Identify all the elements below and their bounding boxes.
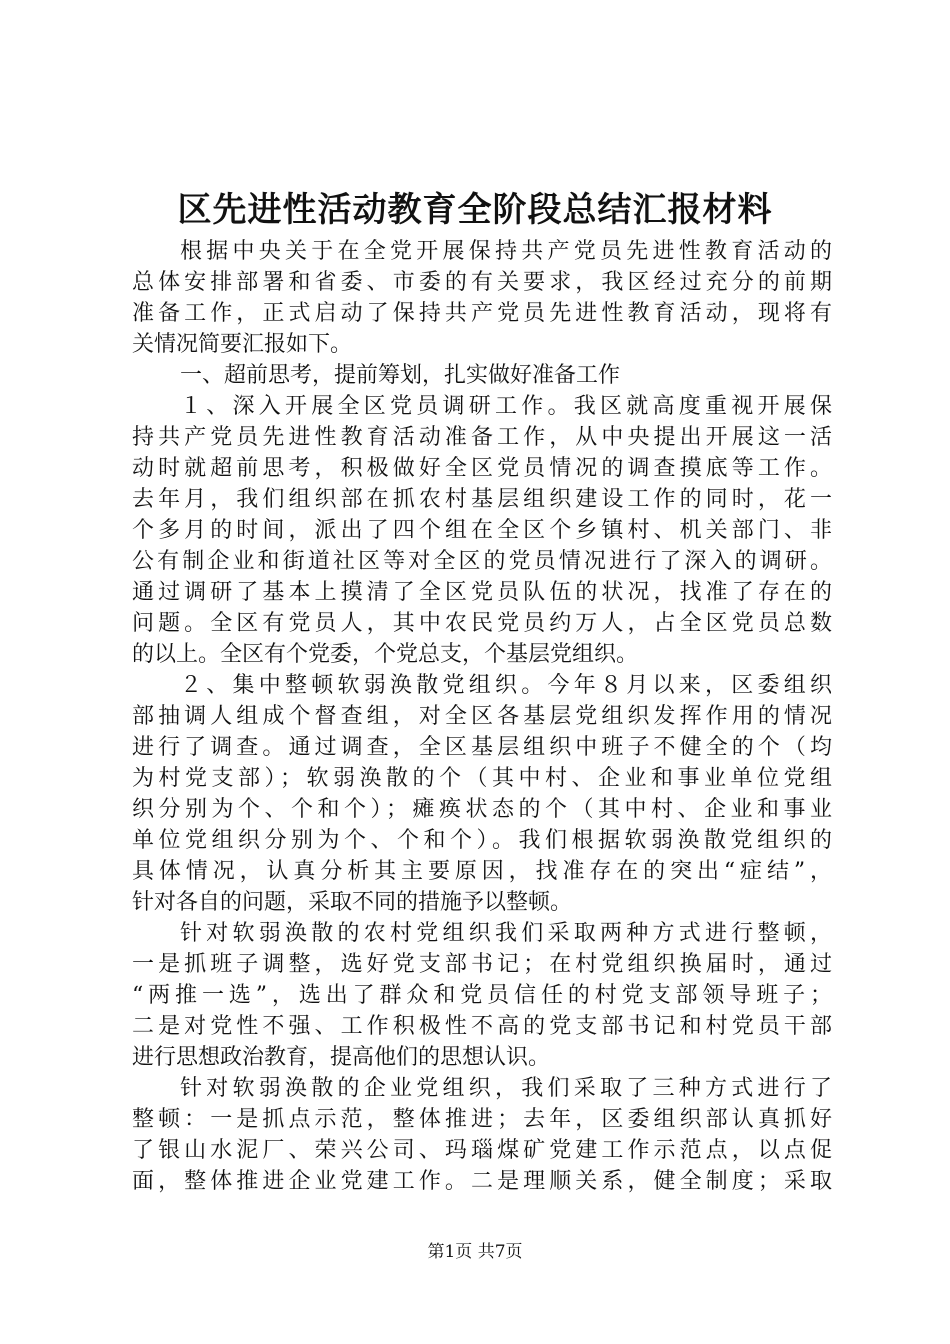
text-line: 准备工作，正式启动了保持共产党员先进性教育活动，现将有 [132, 301, 832, 326]
text-line: “两推一选”，选出了群众和党员信任的村党支部领导班子； [132, 983, 832, 1008]
text-line: 织分别为个、个和个）；瘫痪状态的个（其中村、企业和事业 [132, 797, 832, 822]
text-line: 二是对党性不强、工作积极性不高的党支部书记和村党员干部 [132, 1014, 832, 1039]
text-line: 个多月的时间，派出了四个组在全区个乡镇村、机关部门、非 [132, 518, 832, 543]
text-line: 通过调研了基本上摸清了全区党员队伍的状况，找准了存在的 [132, 580, 832, 605]
text-line: 了银山水泥厂、荣兴公司、玛瑙煤矿党建工作示范点，以点促 [132, 1138, 832, 1163]
text-line: 针对各自的问题，采取不同的措施予以整顿。 [132, 890, 573, 915]
text-line: 进行了调查。通过调查，全区基层组织中班子不健全的个（均 [132, 735, 832, 760]
text-line: 动时就超前思考，积极做好全区党员情况的调查摸底等工作。 [132, 456, 832, 481]
text-line: 部抽调人组成个督查组，对全区各基层党组织发挥作用的情况 [132, 704, 832, 729]
text-line: 公有制企业和街道社区等对全区的党员情况进行了深入的调研。 [132, 549, 832, 574]
page-footer: 第1页 共7页 [427, 1242, 523, 1262]
text-line: 进行思想政治教育，提高他们的思想认识。 [132, 1045, 551, 1070]
document-body [132, 236, 832, 1197]
text-line: 一、超前思考，提前筹划，扎实做好准备工作 [180, 363, 621, 388]
text-line: 面，整体推进企业党建工作。二是理顺关系，健全制度；采取 [132, 1169, 832, 1194]
text-line: 针对软弱涣散的农村党组织我们采取两种方式进行整顿， [180, 921, 832, 946]
text-line: 为村党支部）；软弱涣散的个（其中村、企业和事业单位党组 [132, 766, 832, 791]
text-line: 根据中央关于在全党开展保持共产党员先进性教育活动的 [180, 239, 832, 264]
text-line: 持共产党员先进性教育活动准备工作，从中央提出开展这一活 [132, 425, 832, 450]
text-line: 问题。全区有党员人，其中农民党员约万人，占全区党员总数 [132, 611, 832, 636]
text-line: 一是抓班子调整，选好党支部书记；在村党组织换届时，通过 [132, 952, 832, 977]
document-title: 区先进性活动教育全阶段总结汇报材料 [177, 190, 773, 230]
text-line: 针对软弱涣散的企业党组织，我们采取了三种方式进行了 [180, 1076, 832, 1101]
text-line: 去年月，我们组织部在抓农村基层组织建设工作的同时，花一 [132, 487, 832, 512]
text-line: １、深入开展全区党员调研工作。我区就高度重视开展保 [180, 394, 832, 419]
text-line: 单位党组织分别为个、个和个）。我们根据软弱涣散党组织的 [132, 828, 832, 853]
text-line: 整顿：一是抓点示范，整体推进；去年，区委组织部认真抓好 [132, 1107, 832, 1132]
text-line: 关情况简要汇报如下。 [132, 332, 353, 357]
text-line: 的以上。全区有个党委，个党总支，个基层党组织。 [132, 642, 639, 667]
text-line: ２、集中整顿软弱涣散党组织。今年８月以来，区委组织 [180, 673, 832, 698]
text-line: 具体情况，认真分析其主要原因，找准存在的突出“症结”， [132, 859, 832, 884]
text-line: 总体安排部署和省委、市委的有关要求，我区经过充分的前期 [132, 270, 832, 295]
